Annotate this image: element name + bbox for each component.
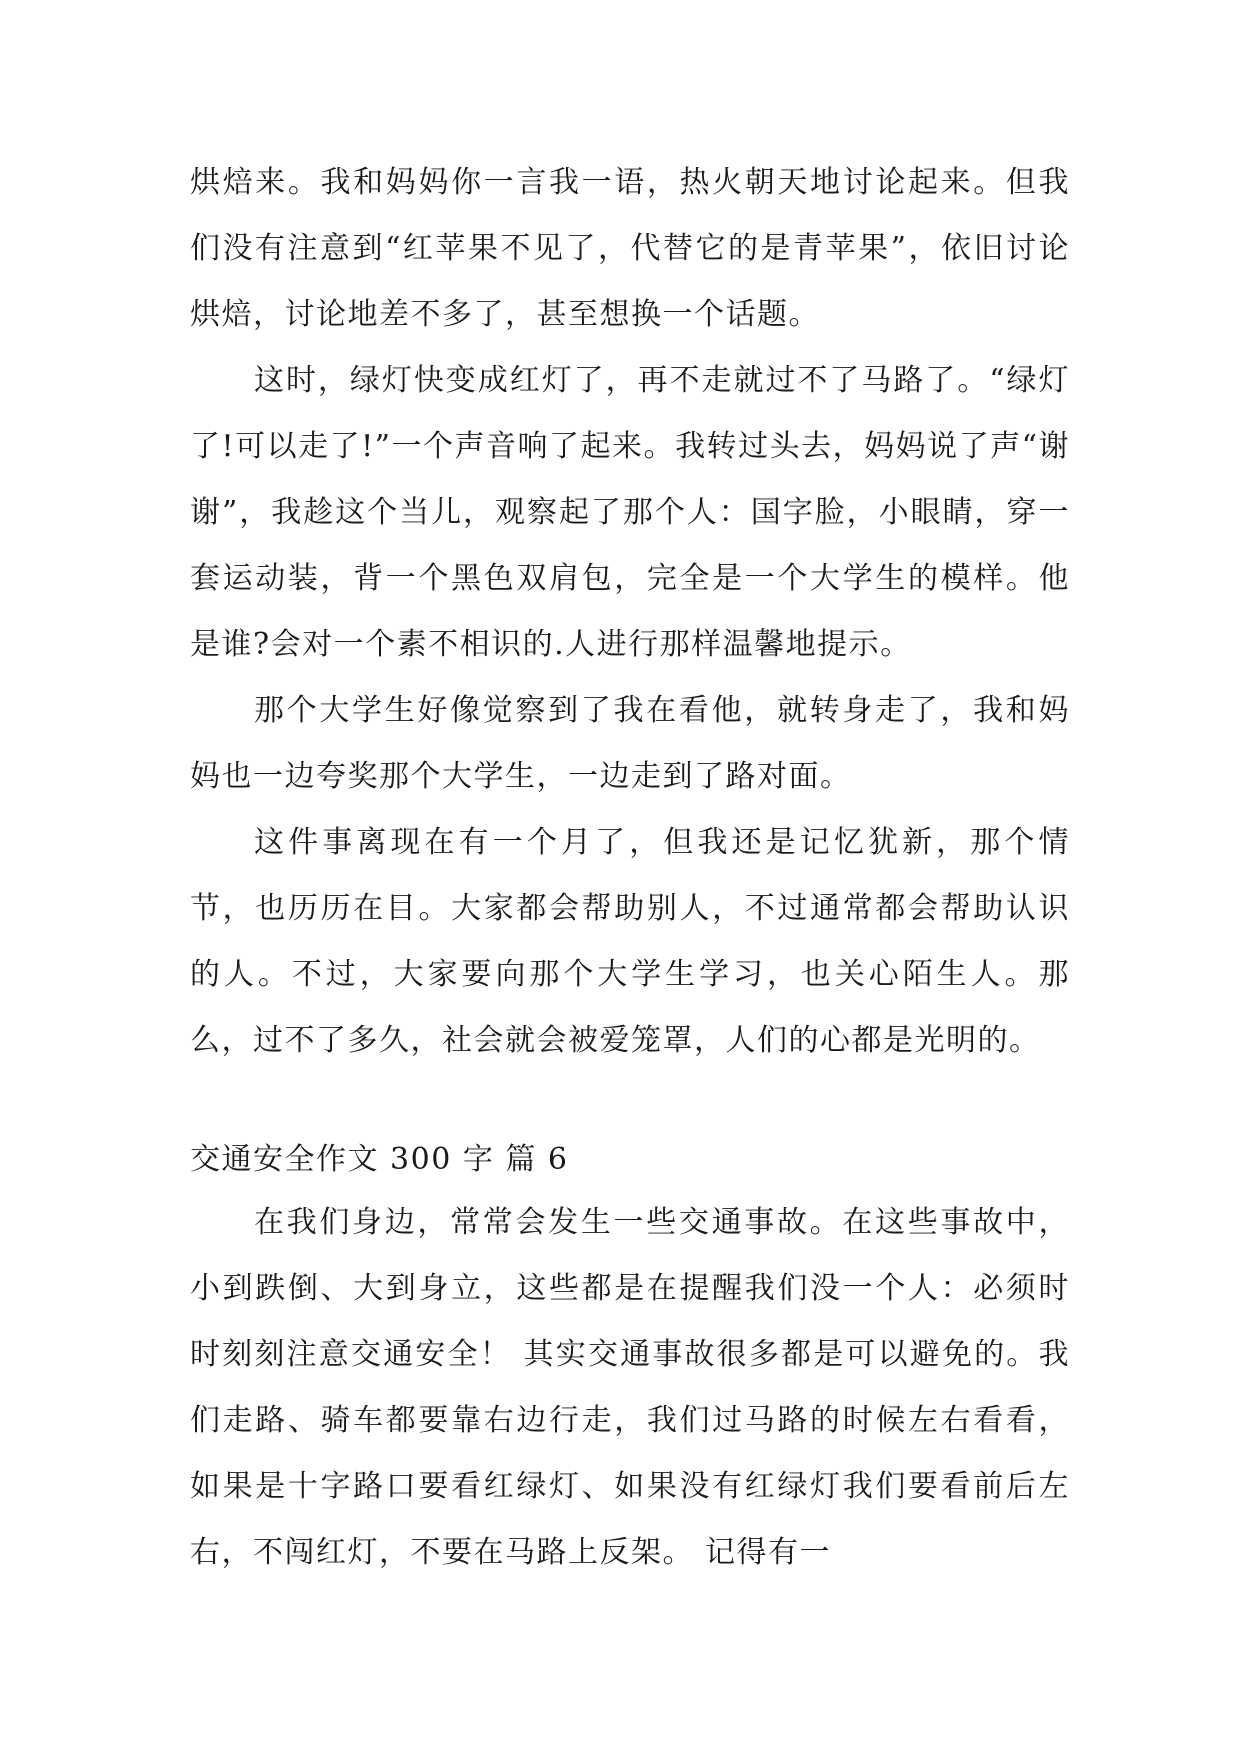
paragraph: 在我们身边，常常会发生一些交通事故。在这些事故中，小到跌倒、大到身立，这些都是在提醒我们没一个人：必须时时刻刻注意交通安全！ 其实交通事故很多都是可以避免的。我们走路、骑车都要靠右边行走，我们过马路的时候左右看看，如果是十字路口要看红绿灯、如果没有红绿灯我们要看前后左右，不闯红灯，不要在马路上反架。 记得有一 <box>190 1205 1070 1570</box>
paragraph: 这时，绿灯快变成红灯了，再不走就过不了马路了。“绿灯了!可以走了!”一个声音响了起来。我转过头去，妈妈说了声“谢谢”，我趁这个当儿，观察起了那个人：国字脸，小眼睛，穿一套运动装，背一个黑色双肩包，完全是一个大学生的模样。他是谁?会对一个素不相识的.人进行那样温馨地提示。 <box>190 363 1070 662</box>
section-title: 交通安全作文 300 字 篇 6 <box>190 1142 569 1177</box>
document-body <box>190 150 1070 1586</box>
paragraph: 烘焙来。我和妈妈你一言我一语，热火朝天地讨论起来。但我们没有注意到“红苹果不见了，代替它的是青苹果”，依旧讨论烘焙，讨论地差不多了，甚至想换一个话题。 <box>190 165 1070 332</box>
paragraph: 那个大学生好像觉察到了我在看他，就转身走了，我和妈妈也一边夸奖那个大学生，一边走到了路对面。 <box>190 693 1070 794</box>
paragraph: 这件事离现在有一个月了，但我还是记忆犹新，那个情节，也历历在目。大家都会帮助别人，不过通常都会帮助认识的人。不过，大家要向那个大学生学习，也关心陌生人。那么，过不了多久，社会就会被爱笼罩，人们的心都是光明的。 <box>190 825 1070 1058</box>
